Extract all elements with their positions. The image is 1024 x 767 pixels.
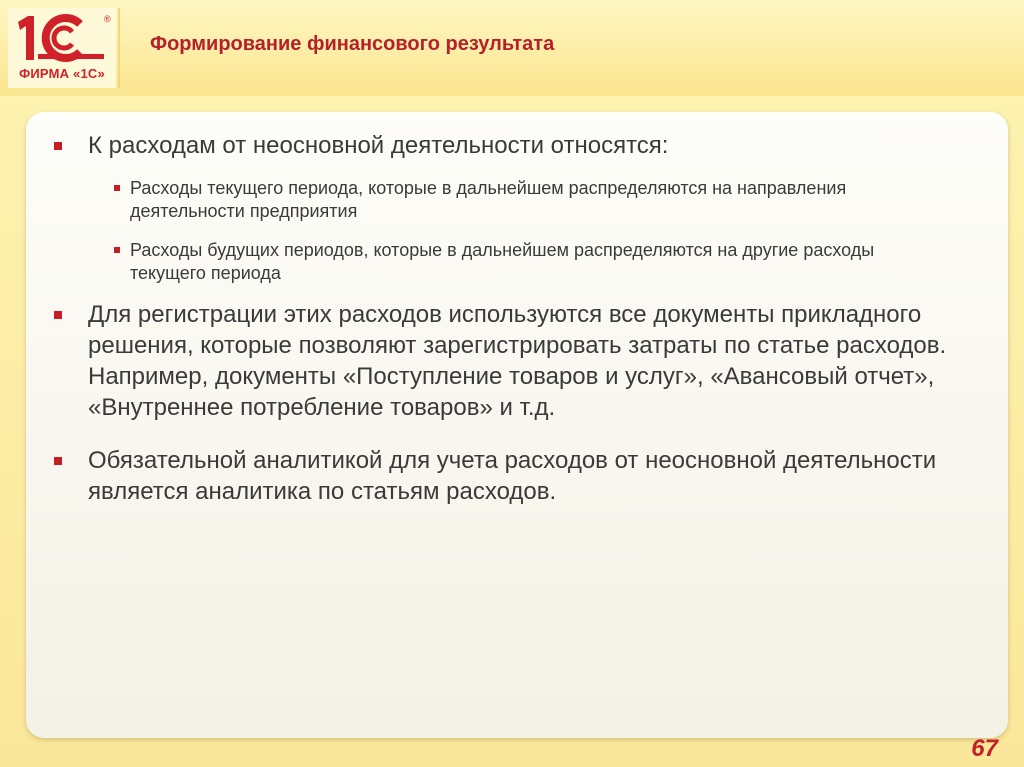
bullet-item [48,130,948,285]
sub-bullet-list [88,177,948,285]
bullet-item [48,445,948,507]
company-logo [8,8,116,88]
bullet-square-icon [54,142,62,150]
header-divider [118,8,120,88]
sub-bullet-item [88,177,948,223]
bullet-square-icon [54,311,62,319]
sub-bullet-square-icon [114,185,120,191]
bullet-text: Для регистрации этих расходов используются все документы прикладного решения, которые позволяют зарегистрировать затраты по статье расходов. Например, документы «Поступление товаров и услуг», «Авансовый отчет», «Внутреннее потребление товаров» и т.д. [88,301,947,421]
slide-title: Формирование финансового результата [150,33,555,55]
bullet-list [48,130,948,507]
sub-bullet-text: Расходы будущих периодов, которые в дальнейшем распределяются на другие расходы текущего периода [130,240,875,283]
page-number: 67 [971,735,998,762]
registered-mark: ® [104,14,111,24]
header-bar [0,0,1024,96]
sub-bullet-item [88,239,948,285]
bullet-item [48,299,948,423]
sub-bullet-text: Расходы текущего периода, которые в дальнейшем распределяются на направления деятельности предприятия [130,178,847,221]
logo-mark-icon [8,8,116,68]
logo-caption: ФИРМА «1С» [19,66,105,81]
bullet-text: Обязательной аналитикой для учета расходов от неосновной деятельности является аналитика по статьям расходов. [88,447,937,505]
bullet-square-icon [54,457,62,465]
sub-bullet-square-icon [114,247,120,253]
bullet-text: К расходам от неосновной деятельности относятся: [88,132,669,159]
